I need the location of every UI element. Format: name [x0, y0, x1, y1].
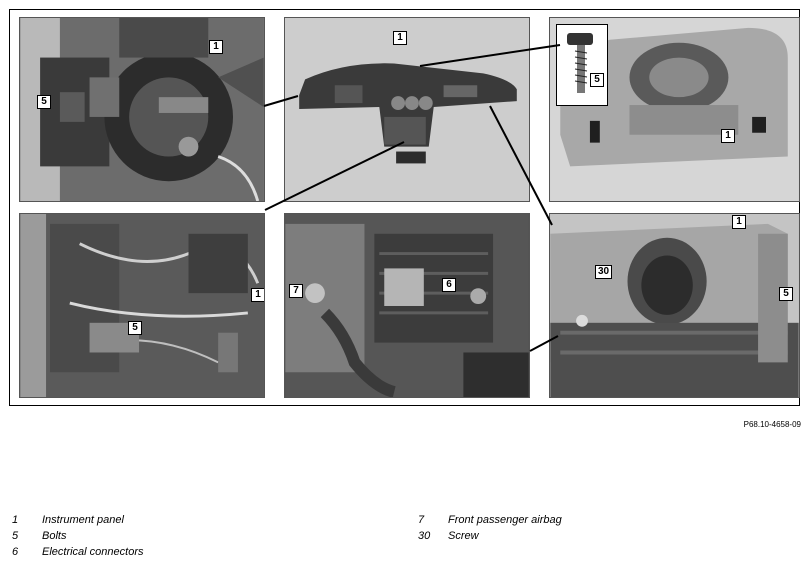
callout-label: 1 — [732, 215, 746, 229]
photo-instrument-panel — [284, 17, 530, 202]
callout-label: 5 — [37, 95, 51, 109]
legend-label: Front passenger airbag — [448, 514, 562, 526]
photo-wiring-bolts-illustration — [20, 214, 264, 397]
photo-wiring-bolts — [19, 213, 265, 398]
legend-number: 5 — [12, 530, 19, 542]
legend-label: Screw — [448, 530, 479, 542]
legend-item — [418, 528, 562, 544]
callout-label: 1 — [251, 288, 265, 302]
callout-label: 5 — [128, 321, 142, 335]
photo-airbag-cover-detail — [549, 17, 800, 202]
callout-label: 1 — [721, 129, 735, 143]
photo-airbag-connectors-illustration — [285, 214, 529, 397]
legend-item — [12, 528, 144, 544]
photo-dashboard-left-illustration — [20, 18, 264, 201]
callout-label: 30 — [595, 265, 612, 279]
legend-item — [12, 544, 144, 560]
figure-reference-code: P68.10-4658-09 — [743, 420, 801, 429]
photo-instrument-panel-screw — [549, 213, 800, 398]
photo-airbag-connectors — [284, 213, 530, 398]
photo-instrument-panel-illustration — [285, 18, 529, 201]
legend-number: 1 — [12, 514, 19, 526]
legend-number: 30 — [418, 530, 431, 542]
legend-right — [418, 512, 562, 544]
callout-label: 1 — [209, 40, 223, 54]
legend-left — [12, 512, 144, 560]
legend-number: 7 — [418, 514, 425, 526]
bolt-icon — [557, 25, 607, 105]
callout-label: 6 — [442, 278, 456, 292]
legend-item — [12, 512, 144, 528]
legend-label: Instrument panel — [42, 514, 124, 526]
bolt-inset — [556, 24, 608, 106]
callout-label: 1 — [393, 31, 407, 45]
photo-dashboard-left — [19, 17, 265, 202]
legend-number: 6 — [12, 546, 19, 558]
callout-label: 5 — [590, 73, 604, 87]
photo-instrument-panel-screw-illustration — [550, 214, 799, 397]
callout-label: 5 — [779, 287, 793, 301]
legend-label: Electrical connectors — [42, 546, 144, 558]
legend-item — [418, 512, 562, 528]
callout-label: 7 — [289, 284, 303, 298]
legend-label: Bolts — [42, 530, 67, 542]
